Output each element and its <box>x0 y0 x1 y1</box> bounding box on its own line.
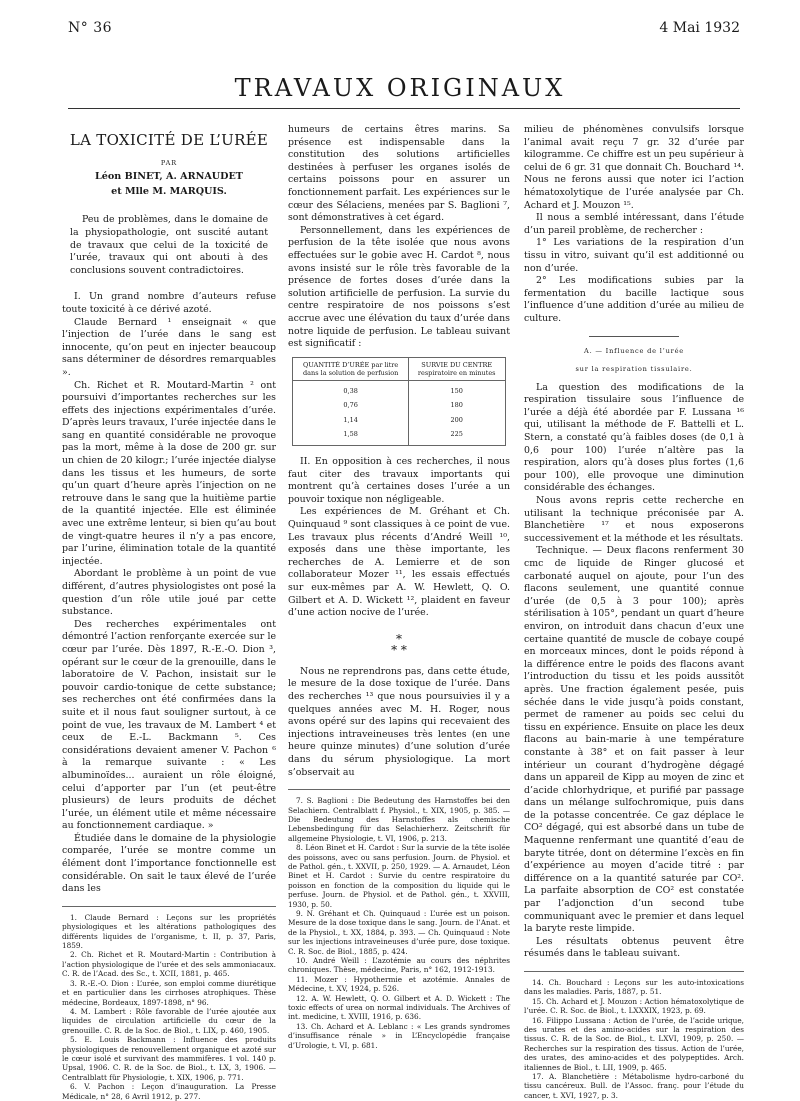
paragraph: Les résultats obtenus peuvent être résumés dans le tableau suivant. <box>524 935 744 960</box>
subsection-title-1: A. — Influence de l’urée <box>584 346 684 355</box>
table-header-survival: SURVIE DU CENTRE respiratoire en minutes <box>408 357 505 380</box>
footnote: 17. A. Blanchetière : Métabolisme hydro-carboné du tissu cancéreux. Bull. de l’Assoc. franç. pour l’étude du cancer, t. XVI, 1927, p. 3. <box>524 1072 744 1100</box>
authors-line-2: et Mlle M. MARQUIS. <box>111 185 227 197</box>
dose-cell: 1,14 <box>293 413 408 428</box>
paragraph: Il nous a semblé intéressant, dans l’étude d’un pareil problème, de rechercher : <box>524 212 744 236</box>
paragraph: I. Un grand nombre d’auteurs refuse toute toxicité à ce dérivé azoté. <box>62 291 276 315</box>
paragraph: humeurs de certains êtres marins. Sa présence est indispensable dans la constitution des solutions artificielles destinées à perfuser les organes isolés de certains poissons pour en assurer un fonctionnement parfait. Les expériences sur le cœur des Sélaciens, menées par S. Baglioni ⁷, sont démonstratives à cet égard. <box>288 124 510 224</box>
footnote: 12. A. W. Hewlett, Q. O. Gilbert et A. D. Wickett : The toxic effects of urea on normal individuals. The Archives of int. medicine, t. XVIII, 1916, p. 636. <box>288 993 510 1022</box>
footnote: 4. M. Lambert : Rôle favorable de l’urée ajoutée aux liquides de circulation artificielle du cœur de la grenouille. C. R. de la Soc. de Biol., t. LIX, p. 460, 1905. <box>62 1006 276 1035</box>
survival-cell: 180 <box>408 398 505 413</box>
footnotes-col3 <box>524 971 744 1100</box>
paragraph: Ch. Richet et R. Moutard-Martin ² ont poursuivi d’importantes recherches sur les effets des injections expérimentales d’urée. D’après leurs travaux, l’urée injectée dans le sang en quantité considérable ne provoque pas la mort, même à la dose de 200 gr. sur un chien de 20 kilogr.; l’urée injectée dialyse dans les tissus et les humeurs, de sorte qu’un quart d’heure après l’injection on ne retrouve dans le sang que la huitième partie de la quantité injectée. Elle est éliminée avec une extrême lenteur, si bien qu’au bout de vingt-quatre heures il n’y a pas encore, par l’urine, élimination totale de la quantité injectée. <box>62 379 276 567</box>
footnote: 13. Ch. Achard et A. Leblanc : « Les grands syndromes d’insuffisance rénale » in L’Encyclopédie française d’Urologie, t. VI, p. 681. <box>288 1021 510 1050</box>
dose-cell: 1,58 <box>293 427 408 445</box>
footnote: 10. André Weill : L’azotémie au cours des néphrites chroniques. Thèse, médecine, Paris, n° 162, 1912-1913. <box>288 956 510 975</box>
footnote: 9. N. Gréhant et Ch. Quinquaud : L’urée est un poison. Mesure de la dose toxique dans le sang. Journ. de l’Anat. et de la Physiol., t. XX, 1884, p. 393. — Ch. Quinquaud : Note sur les injections intraveineuses d’urée pure, dose toxique. C. R. Soc. de Biol., 1885, p. 424. <box>288 909 510 956</box>
issue-number: N° 36 <box>68 20 113 36</box>
table-row <box>293 380 505 398</box>
footnote: 11. Mozer : Hypothermie et azotémie. Annales de Médecine, t. XV, 1924, p. 526. <box>288 974 510 994</box>
divider <box>589 336 679 337</box>
paragraph: Nous ne reprendrons pas, dans cette étude, le mesure de la dose toxique de l’urée. Dans des recherches ¹³ que nous poursuivies il y a quelques années avec M. H. Roger, nous avons opéré sur des lapins qui recevaient des injections intraveineuses très lentes (en une heure quinze minutes) d’une solution d’urée dans du sérum physiologique. La mort s’observait au <box>288 665 510 778</box>
subsection-title-2: sur la respiration tissulaire. <box>575 365 693 374</box>
footnote: 8. Léon Binet et H. Cardot : Sur la survie de la tête isolée des poissons, avec ou sans perfusion. Journ. de Physiol. et de Pathol. gén., t. XXVII, p. 250, 1929. — A. Arnaudet, Léon Binet et H. Cardot : Survie du centre respiratoire du poisson en fonction de la composition du liquide qui le perfuse. Journ. de Physiol. et de Pathol. gén., t. XXVIII, 1930, p. 50. <box>288 843 510 909</box>
footnote: 2. Ch. Richet et R. Moutard-Martin : Contribution à l’action physiologique de l’urée et des sels ammoniacaux. C. R. de l’Acad. des Sc., t. XCII, 1881, p. 465. <box>62 950 276 979</box>
paragraph: Technique. — Deux flacons renferment 30 cmc de liquide de Ringer glucosé et carbonaté auquel on ajoute, pour l’un des flacons seulement, une quantité connue d’urée (de 0,5 à 3 pour 100); après stérilisation à 105°, pendant un quart d’heure environ, on introduit dans chacun d’eux une certaine quantité de muscle de cobaye coupé en morceaux minces, dont le poids répond à la différence entre le poids des flacons avant l’introduction du tissu et les poids aussitôt après. Une fraction également pesée, puis séchée dans le vide jusqu’à poids constant, permet de ramener au poids sec celui du tissu en expérience. Ensuite on place les deux flacons au bain-marie à une température constante à 38° et on fait passer à leur intérieur un courant d’hydrogène dégagé dans un appareil de Kipp au moyen de zinc et d’acide chlorhydrique, et purifié par passage dans un mélange sulfochromique, puis dans de la potasse concentrée. Ce gaz déplace le CO² dégagé, qui est absorbé dans un tube de Maquenne renfermant une quantité d’eau de baryte titrée, dont on détermine l’excès en fin d’expérience au moyen d’acide titré : par différence on a la quantité saturée par CO². La parfaite absorption de CO² est constatée par l’adjonction d’un second tube communiquant avec le premier et dans lequel la baryte reste limpide. <box>524 545 744 935</box>
paragraph: 2° Les modifications subies par la fermentation du bacille lactique sous l’influence d’une addition d’urée au milieu de culture. <box>524 275 744 324</box>
paragraph: La question des modifications de la respiration tissulaire sous l’influence de l’urée a déjà été abordée par F. Lussana ¹⁶ qui, utilisant la méthode de F. Battelli et L. Stern, a constaté qu’à faibles doses (de 0,1 à 0,6 pour 100) l’urée n’altère pas la respiration, alors qu’à doses plus fortes (1,6 pour 100), elle provoque une diminution considérable des échanges. <box>524 381 744 494</box>
table-header-dose: QUANTITÉ D’URÉE par litre dans la solution de perfusion <box>293 357 408 380</box>
abstract <box>70 214 268 277</box>
dose-cell: 0,38 <box>293 380 408 398</box>
table-row <box>293 427 505 445</box>
section-separator-stars: * * * <box>391 631 407 657</box>
paragraph: milieu de phénomènes convulsifs lorsque l’animal avait reçu 7 gr. 32 d’urée par kilogramme. Ce chiffre est un peu supérieur à celui de 6 gr. 31 que donnait Ch. Bouchard ¹⁴. Nous ne ferons aussi que noter ici l’action hématoxolytique de l’urée analysée par Ch. Achard et J. Mouzon ¹⁵. <box>524 124 744 211</box>
survival-cell: 200 <box>408 413 505 428</box>
footnotes-col2 <box>288 789 510 1050</box>
paragraph: Personnellement, dans les expériences de perfusion de la tête isolée que nous avons effectuées sur le gobie avec H. Cardot ⁸, nous avons insisté sur le rôle très favorable de la présence de fortes doses d’urée dans la solution artificielle de perfusion. La survie du centre respiratoire de nos poissons s’est accrue avec une élévation du taux d’urée dans notre liquide de perfusion. Le tableau suivant est significatif : <box>288 224 510 350</box>
column-2 <box>288 124 510 1050</box>
footnote: 1. Claude Bernard : Leçons sur les propriétés physiologiques et les altérations pathologiques des différents liquides de l’organisme, t. II, p. 37, Paris, 1859. <box>62 912 276 951</box>
paragraph: Étudiée dans le domaine de la physiologie comparée, l’urée se montre comme un élément dont l’importance fonctionnelle est considérable. On sait le taux élevé de l’urée dans les <box>62 832 276 895</box>
table-row <box>293 398 505 413</box>
par-label: PAR <box>160 158 178 167</box>
footnote: 15. Ch. Achard et J. Mouzon : Action hématoxolytique de l’urée. C. R. Soc. de Biol., t. LXXXIX, 1923, p. 69. <box>524 996 744 1016</box>
footnotes-col1 <box>62 906 276 1101</box>
abstract-text: Peu de problèmes, dans le domaine de la physiopathologie, ont suscité autant de travaux que celui de la toxicité de l’urée, travaux qui ont abouti à des conclusions souvent contradictoires. <box>70 214 268 276</box>
section-title: TRAVAUX ORIGINAUX <box>234 74 566 102</box>
urea-survival-table <box>292 357 505 446</box>
paragraph: Les expériences de M. Gréhant et Ch. Quinquaud ⁹ sont classiques à ce point de vue. Les travaux plus récents d’André Weill ¹⁰, exposés dans une thèse importante, les recherches de A. Lemierre et de son collaborateur Mozer ¹¹, les essais effectués sur eux-mêmes par A. W. Hewlett, Q. O. Gilbert et A. D. Wickett ¹², plaident en faveur d’une action nocive de l’urée. <box>288 506 510 619</box>
column-1 <box>62 124 276 1101</box>
footnote: 5. E. Louis Backmann : Influence des produits physiologiques de renouvellement organique et azoté sur le cœur isolé et survivant des mammifères. 1 vol. 140 p. Upsal, 1906. C. R. de la Soc. de Biol., t. LX, 3, 1906. — Centralblatt für Physiologie, t. XIX, 1906, p. 771. <box>62 1035 276 1082</box>
paragraph: Des recherches expérimentales ont démontré l’action renforçante exercée sur le cœur par l’urée. Dès 1897, R.-E.-O. Dion ³, opérant sur le cœur de la grenouille, dans le laboratoire de V. Pachon, insistait sur le pouvoir cardio-tonique de cette substance; ses recherches ont été confirmées dans la suite et il nous faut souligner surtout, à ce point de vue, les travaux de M. Lambert ⁴ et ceux de E.-L. Backmann ⁵. Ces considérations devaient amener V. Pachon ⁶ à la remarque suivante : « Les albuminoïdes... auraient un rôle éloigné, celui d’apporter par l’un (et peut-être plusieurs) de leurs produits de déchet l’urée, un élément utile et même nécessaire au fonctionnement cardiaque. » <box>62 618 276 832</box>
paragraph: II. En opposition à ces recherches, il nous faut citer des travaux importants qui montrent qu’à certaines doses l’urée a un pouvoir toxique non négligeable. <box>288 456 510 505</box>
footnote: 16. Filippo Lussana : Action de l’urée, de l’acide urique, des urates et des amino-acides sur la respiration des tissus. C. R. de la Soc. de Biol., t. LXVI, 1909, p. 250. — Recherches sur la respiration des tissus. Action de l’urée, des urates, des amino-acides et des polypeptides. Arch. italiennes de Biol., t. LII, 1909, p. 465. <box>524 1015 744 1072</box>
footnote: 6. V. Pachon : Leçon d’inauguration. La Presse Médicale, n° 28, 6 Avril 1912, p. 277. <box>62 1082 276 1101</box>
header-rule <box>68 108 740 109</box>
authors-line-1: Léon BINET, A. ARNAUDET <box>95 171 243 183</box>
dose-cell: 0,76 <box>293 398 408 413</box>
footnote: 3. R.-E.-O. Dion : L’urée, son emploi comme diurétique et en particulier dans les cirrhoses atrophiques. Thèse médecine, Bordeaux, 1897-1898, n° 96. <box>62 978 276 1007</box>
footnote: 7. S. Baglioni : Die Bedeutung des Harnstoffes bei den Selachiern. Centralblatt f. Physiol., t. XIX, 1905, p. 385. — Die Bedeutung des Harnstoffes als chemische Lebensbedingung für das Selachierherz. Zeitschrift für allgemeine Physiologie, t. VI, 1906, p. 213. <box>288 796 510 843</box>
col1-body <box>62 291 276 896</box>
footnote: 14. Ch. Bouchard : Leçons sur les auto-intoxications dans les maladies. Paris, 1887, p. 51. <box>524 978 744 997</box>
paragraph: 1° Les variations de la respiration d’un tissu in vitro, suivant qu’il est additionné ou non d’urée. <box>524 237 744 274</box>
survival-cell: 225 <box>408 427 505 445</box>
paragraph: Nous avons repris cette recherche en utilisant la technique préconisée par A. Blanchetière ¹⁷ et nous exposerons successivement et la méthode et les résultats. <box>524 495 744 544</box>
issue-date: 4 Mai 1932 <box>659 20 740 36</box>
paragraph: Abordant le problème à un point de vue différent, d’autres physiologistes ont posé la question d’un rôle utile joué par cette substance. <box>62 568 276 618</box>
paragraph: Claude Bernard ¹ enseignait « que l’injection de l’urée dans le sang est innocente, qu’on peut en injecter beaucoup sans déterminer de désordres remarquables ». <box>62 316 276 378</box>
survival-cell: 150 <box>408 380 505 398</box>
article-title: LA TOXICITÉ DE L’URÉE <box>69 131 269 149</box>
table-row <box>293 413 505 428</box>
column-3 <box>524 124 744 1100</box>
